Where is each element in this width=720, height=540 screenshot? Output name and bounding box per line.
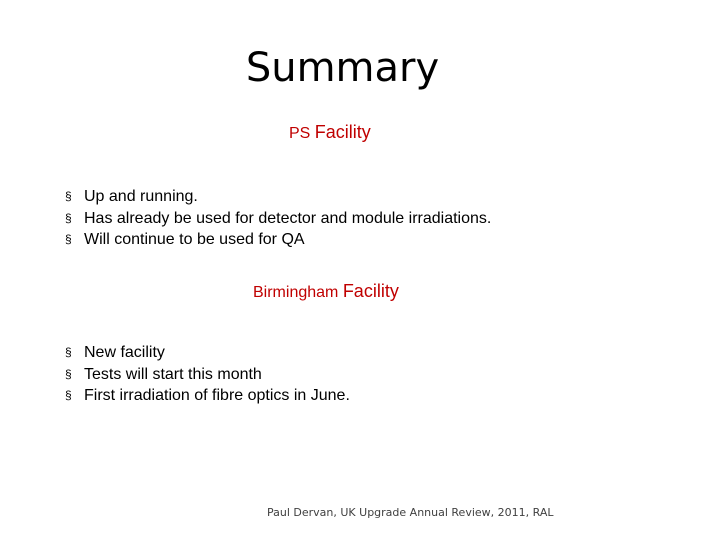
bullet-icon: § (65, 189, 72, 203)
bullet-text: First irradiation of fibre optics in June. (84, 387, 350, 404)
bullet-text: New facility (84, 344, 165, 361)
bullet-icon: § (65, 232, 72, 246)
bullet-item (65, 364, 350, 386)
bullet-item (65, 186, 491, 208)
birmingham-facility-heading (253, 281, 399, 302)
bullet-text: Up and running. (84, 188, 198, 205)
ps-facility-bullet-list (65, 186, 491, 251)
heading-prefix: PS (289, 125, 311, 142)
bullet-item (65, 229, 491, 251)
heading-suffix: Facility (342, 281, 399, 301)
heading-suffix: Facility (314, 122, 371, 142)
slide-footer: Paul Dervan, UK Upgrade Annual Review, 2011, RAL (267, 506, 554, 519)
bullet-icon: § (65, 210, 72, 225)
bullet-text: Will continue to be used for QA (84, 231, 305, 248)
slide-title: Summary (245, 45, 440, 91)
bullet-icon: § (65, 345, 72, 359)
bullet-icon: § (65, 388, 72, 402)
ps-facility-heading (289, 122, 371, 143)
bullet-item (65, 385, 350, 407)
bullet-item (65, 342, 350, 364)
bullet-icon: § (65, 366, 72, 381)
bullet-text: Has already be used for detector and module irradiations. (84, 209, 492, 227)
bullet-item (65, 208, 491, 230)
bullet-text: Tests will start this month (84, 365, 262, 383)
heading-prefix: Birmingham (253, 284, 339, 301)
birmingham-facility-bullet-list (65, 342, 350, 407)
